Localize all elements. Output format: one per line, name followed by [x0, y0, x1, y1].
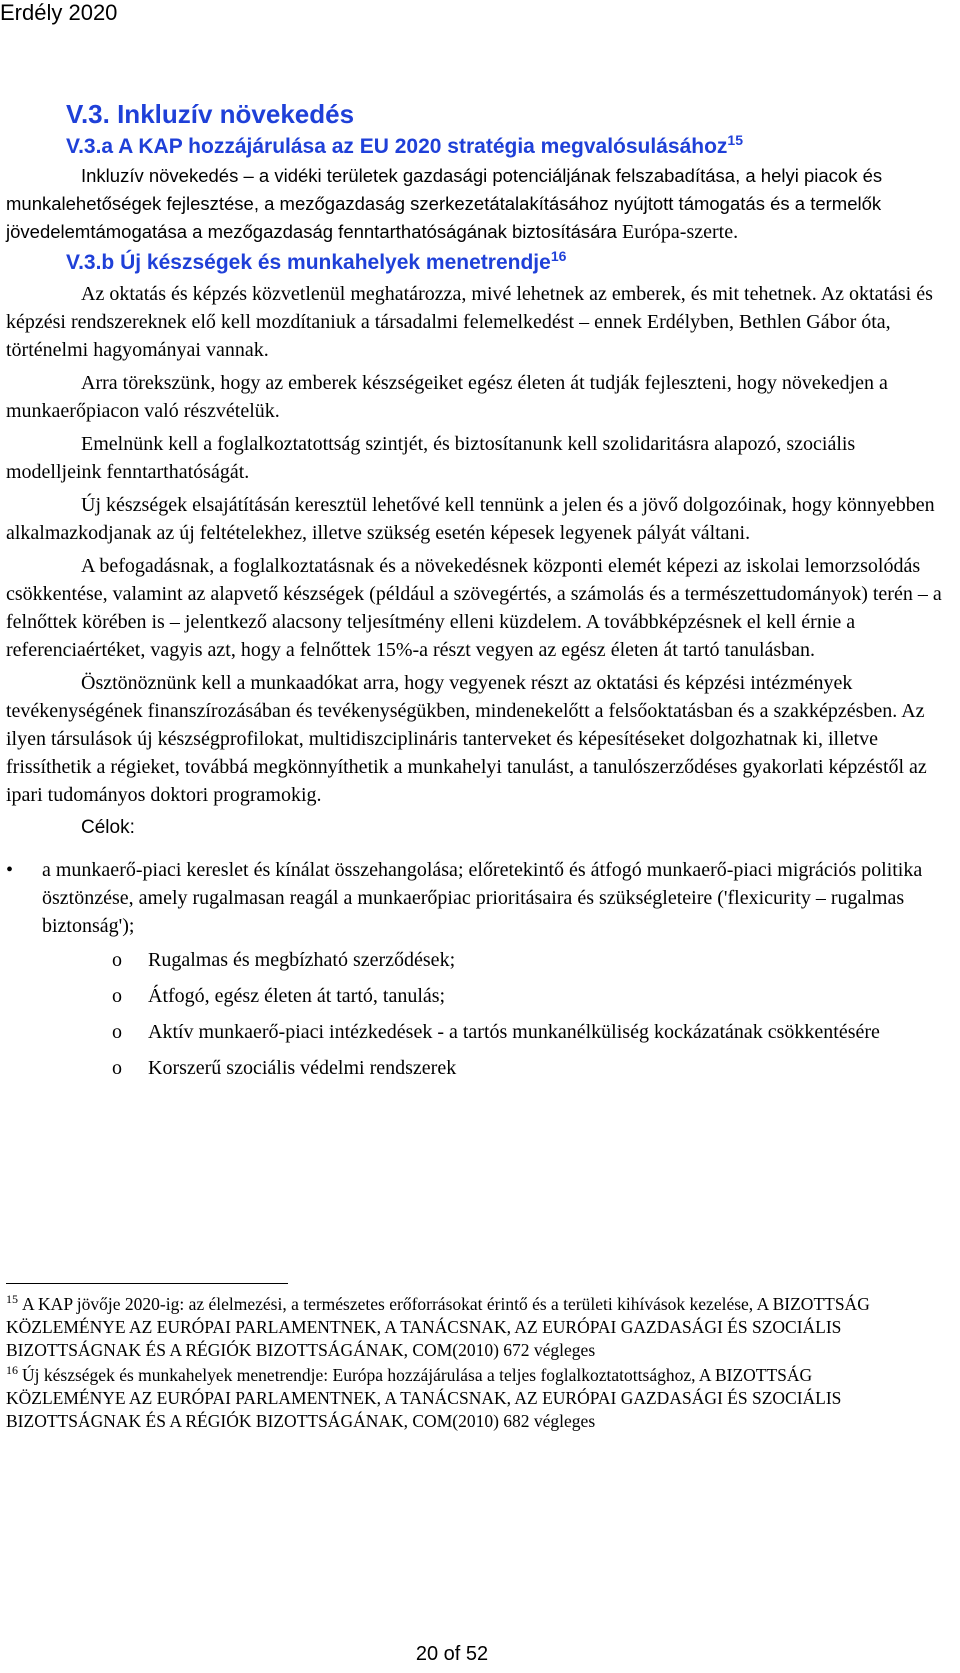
circle-bullet-icon: o — [112, 985, 122, 1007]
running-header: Erdély 2020 — [0, 0, 118, 25]
sub-goals-list — [42, 946, 942, 1082]
subsection-b-title: V.3.b Új készségek és munkahelyek menetrendje — [66, 251, 551, 274]
subsection-a-heading — [66, 132, 942, 162]
footnote-ref-15[interactable]: 15 — [727, 132, 743, 148]
footnote-number: 15 — [6, 1292, 18, 1307]
subsection-a-paragraph — [6, 162, 942, 246]
subsection-a-text-tail: Európa-szerte. — [622, 221, 739, 243]
footnote-ref-16[interactable]: 16 — [550, 248, 567, 264]
sub-item-text: Korszerű szociális védelmi rendszerek — [148, 1057, 457, 1079]
paragraph: Ösztönöznünk kell a munkaadókat arra, hogy vegyenek részt az oktatási és képzési intézmények tevékenységének finanszírozásában és tevékenységükben, mindenekelőtt a felsőoktatásban és a szakképzésben. Az ilyen társulások új készségprofilokat, multidiszciplináris tanterveket és képesítéseket dolgozhatnak ki, illetve frissíthetik a régieket, továbbá megkönnyíthetik a munkahelyi tanulást, a tanulószerződéses gyakorlati képzéstől az ipari tudományos doktori programokig. — [6, 672, 927, 806]
subsection-a-text: Inkluzív növekedés – a vidéki területek gazdasági potenciáljának felszabadítása, a helyi piacok és munkalehetőségek fejlesztése, a mezőgazdaság szerkezetátalakításához nyújtott támogatás és a termelők jövedelemtámogatása a mezőgazdaság fenntarthatóságának biztosítására — [6, 165, 883, 242]
footnote-16 — [6, 1364, 936, 1433]
footnote-separator — [6, 1283, 288, 1284]
list-item — [42, 1018, 942, 1046]
circle-bullet-icon: o — [112, 1057, 122, 1079]
bullet-icon: • — [6, 859, 14, 881]
goals-label: Célok: — [81, 817, 135, 838]
footnote-15 — [6, 1293, 936, 1362]
footnote-number: 16 — [6, 1363, 18, 1378]
circle-bullet-icon: o — [112, 949, 122, 971]
sub-item-text: Aktív munkaerő-piaci intézkedések - a tartós munkanélküliség kockázatának csökkentésére — [148, 1021, 880, 1043]
list-item — [42, 946, 942, 974]
sub-item-text: Rugalmas és megbízható szerződések; — [148, 949, 456, 971]
document-body — [6, 96, 942, 1090]
subsection-a-title: V.3.a A KAP hozzájárulása az EU 2020 stratégia megvalósulásához — [66, 135, 728, 158]
sub-item-text: Átfogó, egész életen át tartó, tanulás; — [148, 985, 446, 1007]
list-item — [6, 856, 942, 1082]
footnotes — [6, 1293, 936, 1435]
paragraph: Az oktatás és képzés közvetlenül meghatározza, mivé lehetnek az emberek, és mit tehetnek. Az oktatási és képzési rendszereknek elő kell mozdítaniuk a társadalmi felemelkedést – ennek Erdélyben, Bethlen Gábor óta, történelmi hagyományai vannak. — [6, 283, 933, 361]
circle-bullet-icon: o — [112, 1021, 122, 1043]
bullet-text: a munkaerő-piaci kereslet és kínálat összehangolása; előretekintő és átfogó munkaerő-piaci migrációs politika ösztönzése, amely rugalmasan reagál a munkaerőpiac prioritásaira és szükségleteire ('flexicurity – rugalmas biztonság'); — [42, 859, 923, 937]
paragraph: Új készségek elsajátításán keresztül lehetővé kell tennünk a jelen és a jövő dolgozóinak, hogy könnyebben alkalmazkodjanak az új feltételekhez, illetve szükség esetén képesek legyenek pályát váltani. — [6, 494, 935, 544]
paragraph: A befogadásnak, a foglalkoztatásnak és a növekedésnek központi elemét képezi az iskolai lemorzsolódás csökkentése, valamint az alapvető készségek (például a szövegértés, a számolás és a természettudományok) terén – a felnőttek körében is – jelentkező alacsony teljesítmény elleni küzdelem. A továbbképzésnek el kell érnie a referenciaértéket, vagyis azt, hogy a felnőttek 15%-a részt vegyen az egész életen át tartó tanulásban. — [6, 555, 942, 661]
footnote-text: A KAP jövője 2020-ig: az élelmezési, a természetes erőforrásokat érintő és a területi kihívások kezelése, A BIZOTTSÁG KÖZLEMÉNYE AZ EURÓPAI PARLAMENTNEK, A TANÁCSNAK, AZ EURÓPAI GAZDASÁGI ÉS SZOCIÁLIS BIZOTTSÁGNAK ÉS A RÉGIÓK BIZOTTSÁGÁNAK, COM(2010) 672 végleges — [6, 1294, 870, 1360]
section-title: V.3. Inkluzív növekedés — [66, 99, 355, 129]
list-item — [42, 982, 942, 1010]
goals-list — [6, 856, 942, 1082]
paragraph: Emelnünk kell a foglalkoztatottság szintjét, és biztosítanunk kell szolidaritásra alapozó, szociális modelljeink fenntarthatóságát. — [6, 433, 856, 483]
page-number: 20 of 52 — [415, 1643, 489, 1665]
list-item — [42, 1054, 942, 1082]
subsection-b-heading — [66, 248, 942, 278]
paragraph: Arra törekszünk, hogy az emberek készségeiket egész életen át tudják fejleszteni, hogy növekedjen a munkaerőpiacon való részvételük. — [6, 372, 888, 422]
footnote-text: Új készségek és munkahelyek menetrendje: Európa hozzájárulása a teljes foglalkoztatottsághoz, A BIZOTTSÁG KÖZLEMÉNYE AZ EURÓPAI PARLAMENTNEK, A TANÁCSNAK, AZ EURÓPAI GAZDASÁGI ÉS SZOCIÁLIS BIZOTTSÁGNAK ÉS A RÉGIÓK BIZOTTSÁGÁNAK, COM(2010) 682 végleges — [6, 1365, 842, 1431]
